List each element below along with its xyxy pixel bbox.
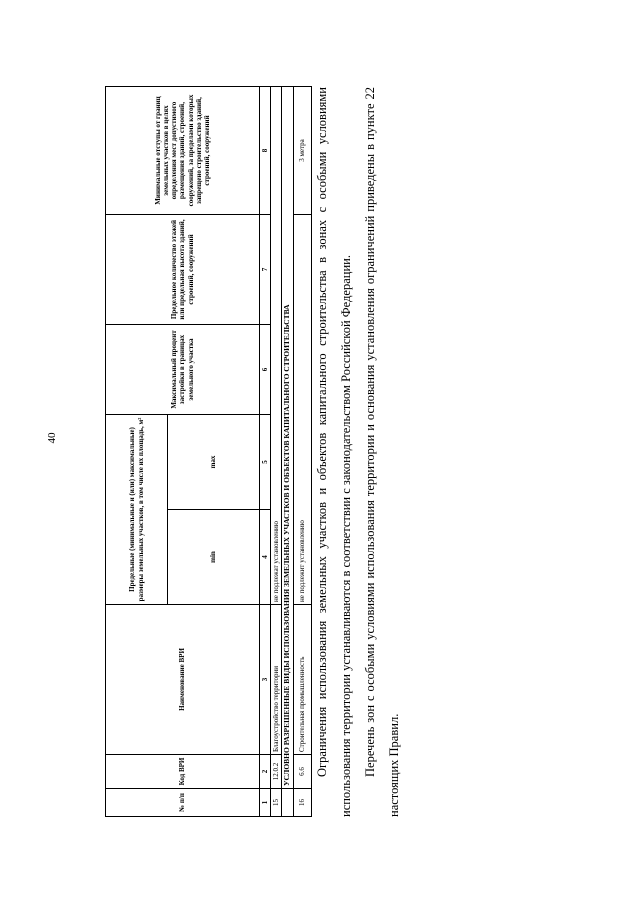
header-plot-size: Предельные (минимальные и (или) максимальные) размеры земельных участков, в том числе их площадь, м² xyxy=(106,415,168,605)
column-number: 5 xyxy=(260,415,271,510)
header-setbacks: Минимальные отступы от границ земельных участков в целях определения мест допустимого размещения зданий, строений, сооружений, за пределами которых запрещено строительство зданий, строений, сооружений xyxy=(106,87,260,215)
column-number: 7 xyxy=(260,215,271,325)
header-max: max xyxy=(168,415,260,510)
column-number: 3 xyxy=(260,605,271,755)
row-note: не подлежит установлению xyxy=(293,215,311,605)
note-paragraph-2: Перечень зон с особыми условиями использования территории и основания установления ограничений приведены в пункте 22 настоящих Правил. xyxy=(363,87,401,817)
column-number: 8 xyxy=(260,87,271,215)
restrictions-note xyxy=(310,87,406,817)
header-code: Код ВРИ xyxy=(106,755,260,789)
row-code: 6.6 xyxy=(293,755,311,789)
row-note: не подлежат установлению xyxy=(271,87,282,605)
header-build-percent: Максимальный процент застройки в границах земельного участка xyxy=(106,325,260,415)
row-no: 16 xyxy=(293,789,311,817)
page-number: 40 xyxy=(46,432,58,444)
column-number: 4 xyxy=(260,510,271,605)
row-setback: 3 метра xyxy=(293,87,311,215)
note-paragraph-1: Ограничения использования земельных участков и объектов капитального строительства в зонах с особыми условиями использования территории устанавливаются в соответствии с законодательством Российской Федерации. xyxy=(315,87,353,817)
section-title: УСЛОВНО РАЗРЕШЕННЫЕ ВИДЫ ИСПОЛЬЗОВАНИЯ ЗЕМЕЛЬНЫХ УЧАСТКОВ И ОБЪЕКТОВ КАПИТАЛЬНОГО СТРОИТЕЛЬСТВА xyxy=(282,87,294,789)
table-row xyxy=(293,87,311,817)
header-floors: Предельное количество этажей или предельная высота зданий, строений, сооружений xyxy=(106,215,260,325)
column-number: 2 xyxy=(260,755,271,789)
table-row xyxy=(271,87,282,817)
header-min: min xyxy=(168,510,260,605)
column-number: 1 xyxy=(260,789,271,817)
zoning-parameters-table xyxy=(105,86,312,817)
row-name: Благоустройство территории xyxy=(271,605,282,755)
rotated-page-content xyxy=(105,87,401,817)
header-name: Наименование ВРИ xyxy=(106,605,260,755)
header-no: № п/п xyxy=(106,789,260,817)
section-row xyxy=(282,87,294,817)
row-code: 12.0.2 xyxy=(271,755,282,789)
row-no: 15 xyxy=(271,789,282,817)
row-name: Строительная промышленность xyxy=(293,605,311,755)
column-number: 6 xyxy=(260,325,271,415)
